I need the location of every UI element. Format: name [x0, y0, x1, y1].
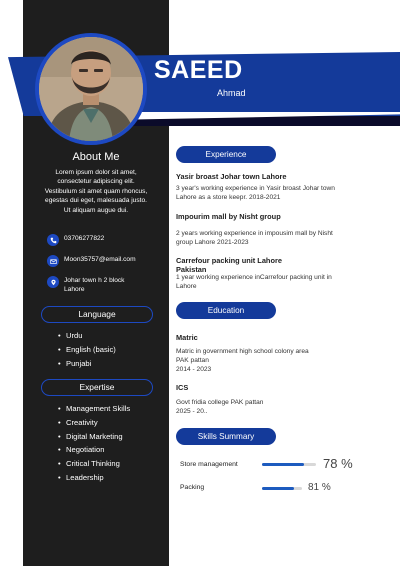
- language-heading: Language: [41, 306, 153, 323]
- job-title: Impourim mall by Nisht group: [176, 212, 281, 221]
- job-description: [176, 184, 366, 202]
- job-description: [176, 229, 366, 247]
- list-item: • Critical Thinking: [58, 459, 130, 473]
- list-item: • Punjabi: [58, 359, 116, 373]
- about-me-heading: About Me: [72, 151, 120, 163]
- education-title: Matric: [176, 333, 198, 342]
- job-title: [176, 256, 366, 274]
- skill-label: Packing: [180, 484, 205, 491]
- list-item: • Digital Marketing: [58, 432, 130, 446]
- skill-label: Store management: [180, 461, 238, 468]
- education-line: PAK pattan: [176, 357, 209, 365]
- education-heading: Education: [176, 302, 276, 319]
- job-title-line: Pakistan: [176, 265, 207, 274]
- education-details: [176, 398, 366, 416]
- phone-number: 03706277822: [64, 235, 105, 242]
- contact-address: [47, 276, 124, 294]
- job-title: Yasir broast Johar town Lahore: [176, 172, 287, 181]
- language-list: [58, 331, 116, 373]
- education-details: [176, 347, 366, 375]
- job-desc-line: 1 year working experience inCarrefour packing unit in: [176, 274, 332, 281]
- profile-photo: [35, 33, 147, 145]
- education-line: Matric in government high school colony area: [176, 348, 309, 355]
- education-line: 2014 - 2023: [176, 366, 212, 374]
- job-desc-line: Lahore: [176, 283, 197, 291]
- education-line: 2025 - 20..: [176, 408, 208, 416]
- list-item: • Negotiation: [58, 445, 130, 459]
- skill-bar-track: [262, 487, 302, 490]
- education-line: Govt fridia college PAK pattan: [176, 399, 264, 406]
- about-me-text: Lorem ipsum dolor sit amet, consectetur adipiscing elit. Vestibulum sit amet quam rhoncus, egestas dui eget, malesuada justo. Ut aliquam augue dui.: [44, 169, 148, 214]
- list-item: • English (basic): [58, 345, 116, 359]
- email-icon: [47, 255, 59, 267]
- skill-percent: 78 %: [323, 456, 353, 471]
- candidate-name: SAEED: [154, 56, 243, 84]
- address: [64, 276, 124, 294]
- list-item: • Leadership: [58, 473, 130, 487]
- location-pin-icon: [47, 276, 59, 288]
- job-title-line: Carrefour packing unit Lahore: [176, 256, 282, 265]
- skill-percent: 81 %: [308, 482, 331, 493]
- expertise-heading: Expertise: [41, 379, 153, 396]
- list-item: • Management Skills: [58, 404, 130, 418]
- skills-summary-heading: Skills Summary: [176, 428, 276, 445]
- address-line-1: Johar town h 2 block: [64, 277, 125, 284]
- skill-bar-fill: [262, 487, 294, 490]
- skill-bar-fill: [262, 463, 304, 466]
- email-address: Moon35757@email.com: [64, 256, 136, 263]
- candidate-surname: Ahmad: [217, 88, 246, 98]
- job-desc-line: Lahore as a store keepr. 2018-2021: [176, 194, 281, 202]
- experience-heading: Experience: [176, 146, 276, 163]
- education-title: ICS: [176, 383, 189, 392]
- address-line-2: Lahore: [64, 286, 85, 293]
- skill-bar-track: [262, 463, 316, 466]
- list-item: • Urdu: [58, 331, 116, 345]
- job-desc-line: 2 years working experience in impousim mall by Nisht: [176, 230, 333, 237]
- list-item: • Creativity: [58, 418, 130, 432]
- contact-email: [47, 255, 136, 267]
- phone-icon: [47, 234, 59, 246]
- job-desc-line: group Lahore 2021-2023: [176, 239, 249, 247]
- contact-phone: [47, 234, 104, 246]
- job-description: [176, 273, 366, 291]
- expertise-list: [58, 404, 130, 487]
- job-desc-line: 3 year's working experience in Yasir broast Johar town: [176, 185, 335, 192]
